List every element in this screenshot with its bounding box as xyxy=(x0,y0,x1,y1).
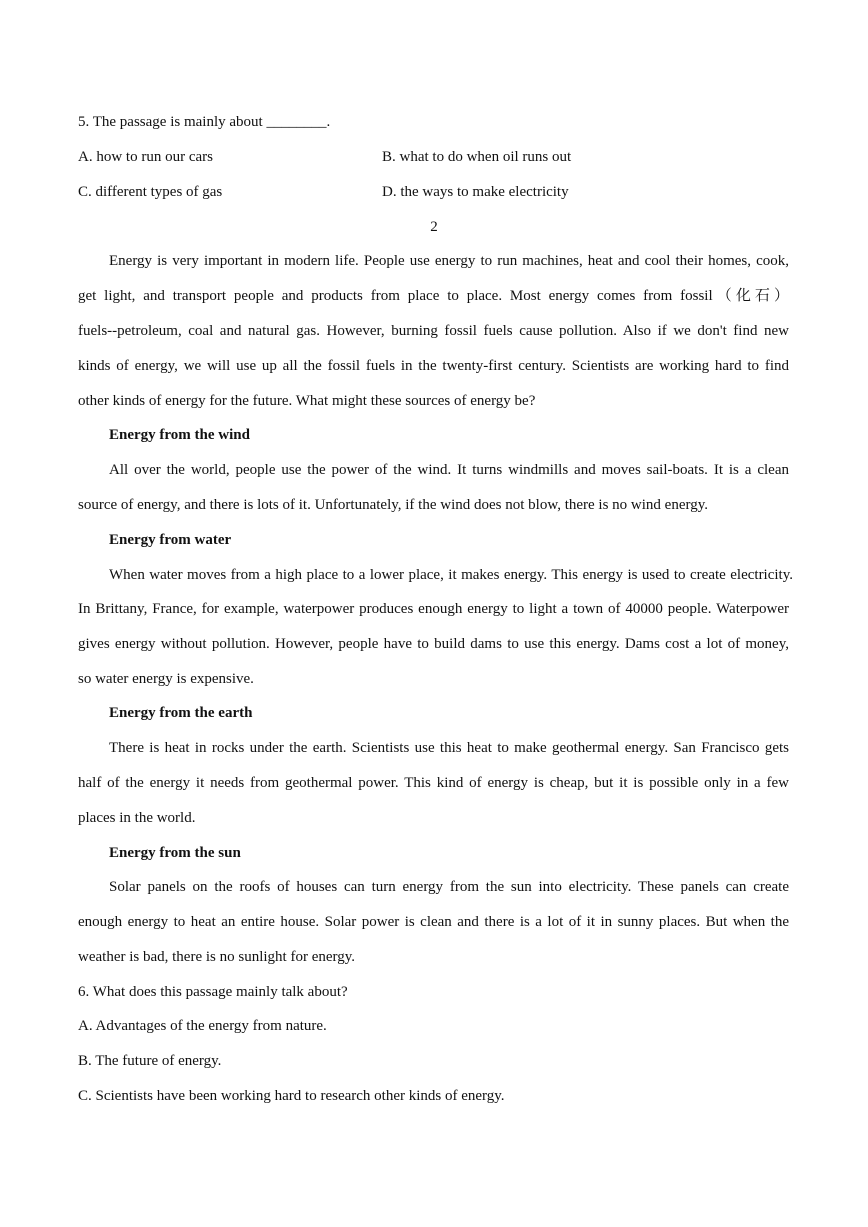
heading-wind: Energy from the wind xyxy=(109,427,250,443)
heading-sun: Energy from the sun xyxy=(109,845,241,861)
water-line-4: so water energy is expensive. xyxy=(78,671,254,687)
intro-line-5: other kinds of energy for the future. What might these sources of energy be? xyxy=(78,393,536,409)
wind-line-2: source of energy, and there is lots of it. Unfortunately, if the wind does not blow, there is no wind energy. xyxy=(78,497,708,513)
question-5-stem: 5. The passage is mainly about ________. xyxy=(78,114,331,130)
question-6-option-a: A. Advantages of the energy from nature. xyxy=(78,1018,327,1034)
intro-line-1: Energy is very important in modern life. People use energy to run machines, heat and cool their homes, cook, xyxy=(109,253,789,269)
passage-number: 2 xyxy=(430,219,438,235)
question-5-option-a: A. how to run our cars xyxy=(78,149,213,165)
earth-line-1: There is heat in rocks under the earth. Scientists use this heat to make geothermal energy. San Francisco gets xyxy=(109,740,789,756)
sun-line-3: weather is bad, there is no sunlight for energy. xyxy=(78,949,356,965)
question-5-option-b: B. what to do when oil runs out xyxy=(382,149,572,165)
earth-line-2: half of the energy it needs from geothermal power. This kind of energy is cheap, but it is possible only in a few xyxy=(78,775,789,791)
question-6-option-c: C. Scientists have been working hard to research other kinds of energy. xyxy=(78,1088,505,1104)
wind-line-1: All over the world, people use the power of the wind. It turns windmills and moves sail-boats. It is a clean xyxy=(109,462,789,478)
earth-line-3: places in the world. xyxy=(78,810,196,826)
water-line-1: When water moves from a high place to a lower place, it makes energy. This energy is used to create electricity. xyxy=(109,567,793,583)
intro-line-4: kinds of energy, we will use up all the fossil fuels in the twenty-first century. Scientists are working hard to find xyxy=(78,358,789,374)
question-5-option-d: D. the ways to make electricity xyxy=(382,184,569,200)
question-5-option-c: C. different types of gas xyxy=(78,184,223,200)
sun-line-2: enough energy to heat an entire house. Solar power is clean and there is a lot of it in sunny places. But when the xyxy=(78,914,789,930)
water-line-3: gives energy without pollution. However, people have to build dams to use this energy. Dams cost a lot of money, xyxy=(78,636,789,652)
question-6-option-b: B. The future of energy. xyxy=(78,1053,222,1069)
intro-line-3: fuels--petroleum, coal and natural gas. However, burning fossil fuels cause pollution. Also if we don't find new xyxy=(78,323,789,339)
question-6-stem: 6. What does this passage mainly talk about? xyxy=(78,984,348,1000)
sun-line-1: Solar panels on the roofs of houses can turn energy from the sun into electricity. These panels can create xyxy=(109,879,789,895)
heading-earth: Energy from the earth xyxy=(109,705,253,721)
intro-line-2: get light, and transport people and products from place to place. Most energy comes from fossil（化石） xyxy=(78,288,789,304)
water-line-2: In Brittany, France, for example, waterpower produces enough energy to light a town of 40000 people. Waterpower xyxy=(78,601,789,617)
heading-water: Energy from water xyxy=(109,532,232,548)
